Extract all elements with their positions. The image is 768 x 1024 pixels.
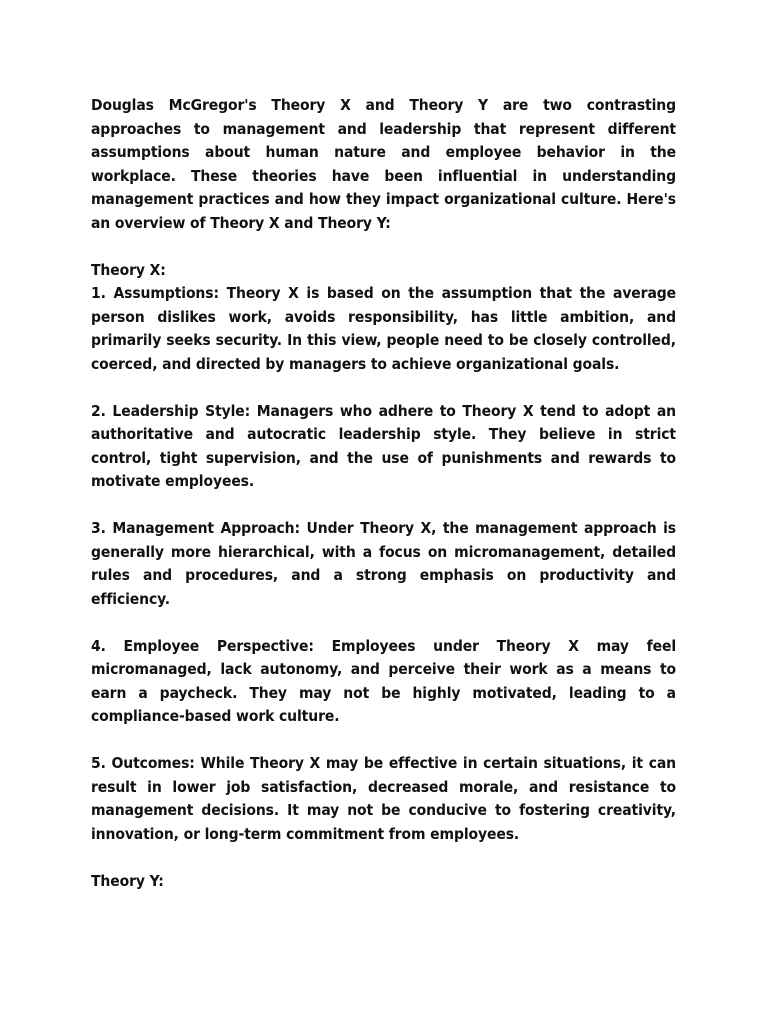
theory-x-item-assumptions: 1. Assumptions: Theory X is based on the assumption that the average person dislikes work, avoids responsibility, has little ambition, and primarily seeks security. In this view, people need to be closely controlled, coerced, and directed by managers to achieve organizational goals.	[91, 284, 676, 373]
intro-paragraph: Douglas McGregor's Theory X and Theory Y are two contrasting approaches to management and leadership that represent different assumptions about human nature and employee behavior in the workplace. These theories have been influential in understanding management practices and how they impact organizational culture. Here's an overview of Theory X and Theory Y:	[91, 96, 676, 232]
theory-x-item-outcomes: 5. Outcomes: While Theory X may be effective in certain situations, it can result in lower job satisfaction, decreased morale, and resistance to management decisions. It may not be conducive to fostering creativity, innovation, or long-term commitment from employees.	[91, 754, 676, 843]
theory-y-heading: Theory Y:	[91, 871, 164, 890]
theory-x-item-leadership-style: 2. Leadership Style: Managers who adhere to Theory X tend to adopt an authoritative and autocratic leadership style. They believe in strict control, tight supervision, and the use of punishments and rewards to motivate employees.	[91, 401, 676, 490]
theory-x-heading: Theory X:	[91, 260, 166, 279]
document-page	[91, 94, 676, 893]
theory-x-item-employee-perspective: 4. Employee Perspective: Employees under Theory X may feel micromanaged, lack autonomy, and perceive their work as a means to earn a paycheck. They may not be highly motivated, leading to a compliance-based work culture.	[91, 636, 676, 725]
theory-x-item-management-approach: 3. Management Approach: Under Theory X, the management approach is generally more hierarchical, with a focus on micromanagement, detailed rules and procedures, and a strong emphasis on productivity and efficiency.	[91, 519, 676, 608]
